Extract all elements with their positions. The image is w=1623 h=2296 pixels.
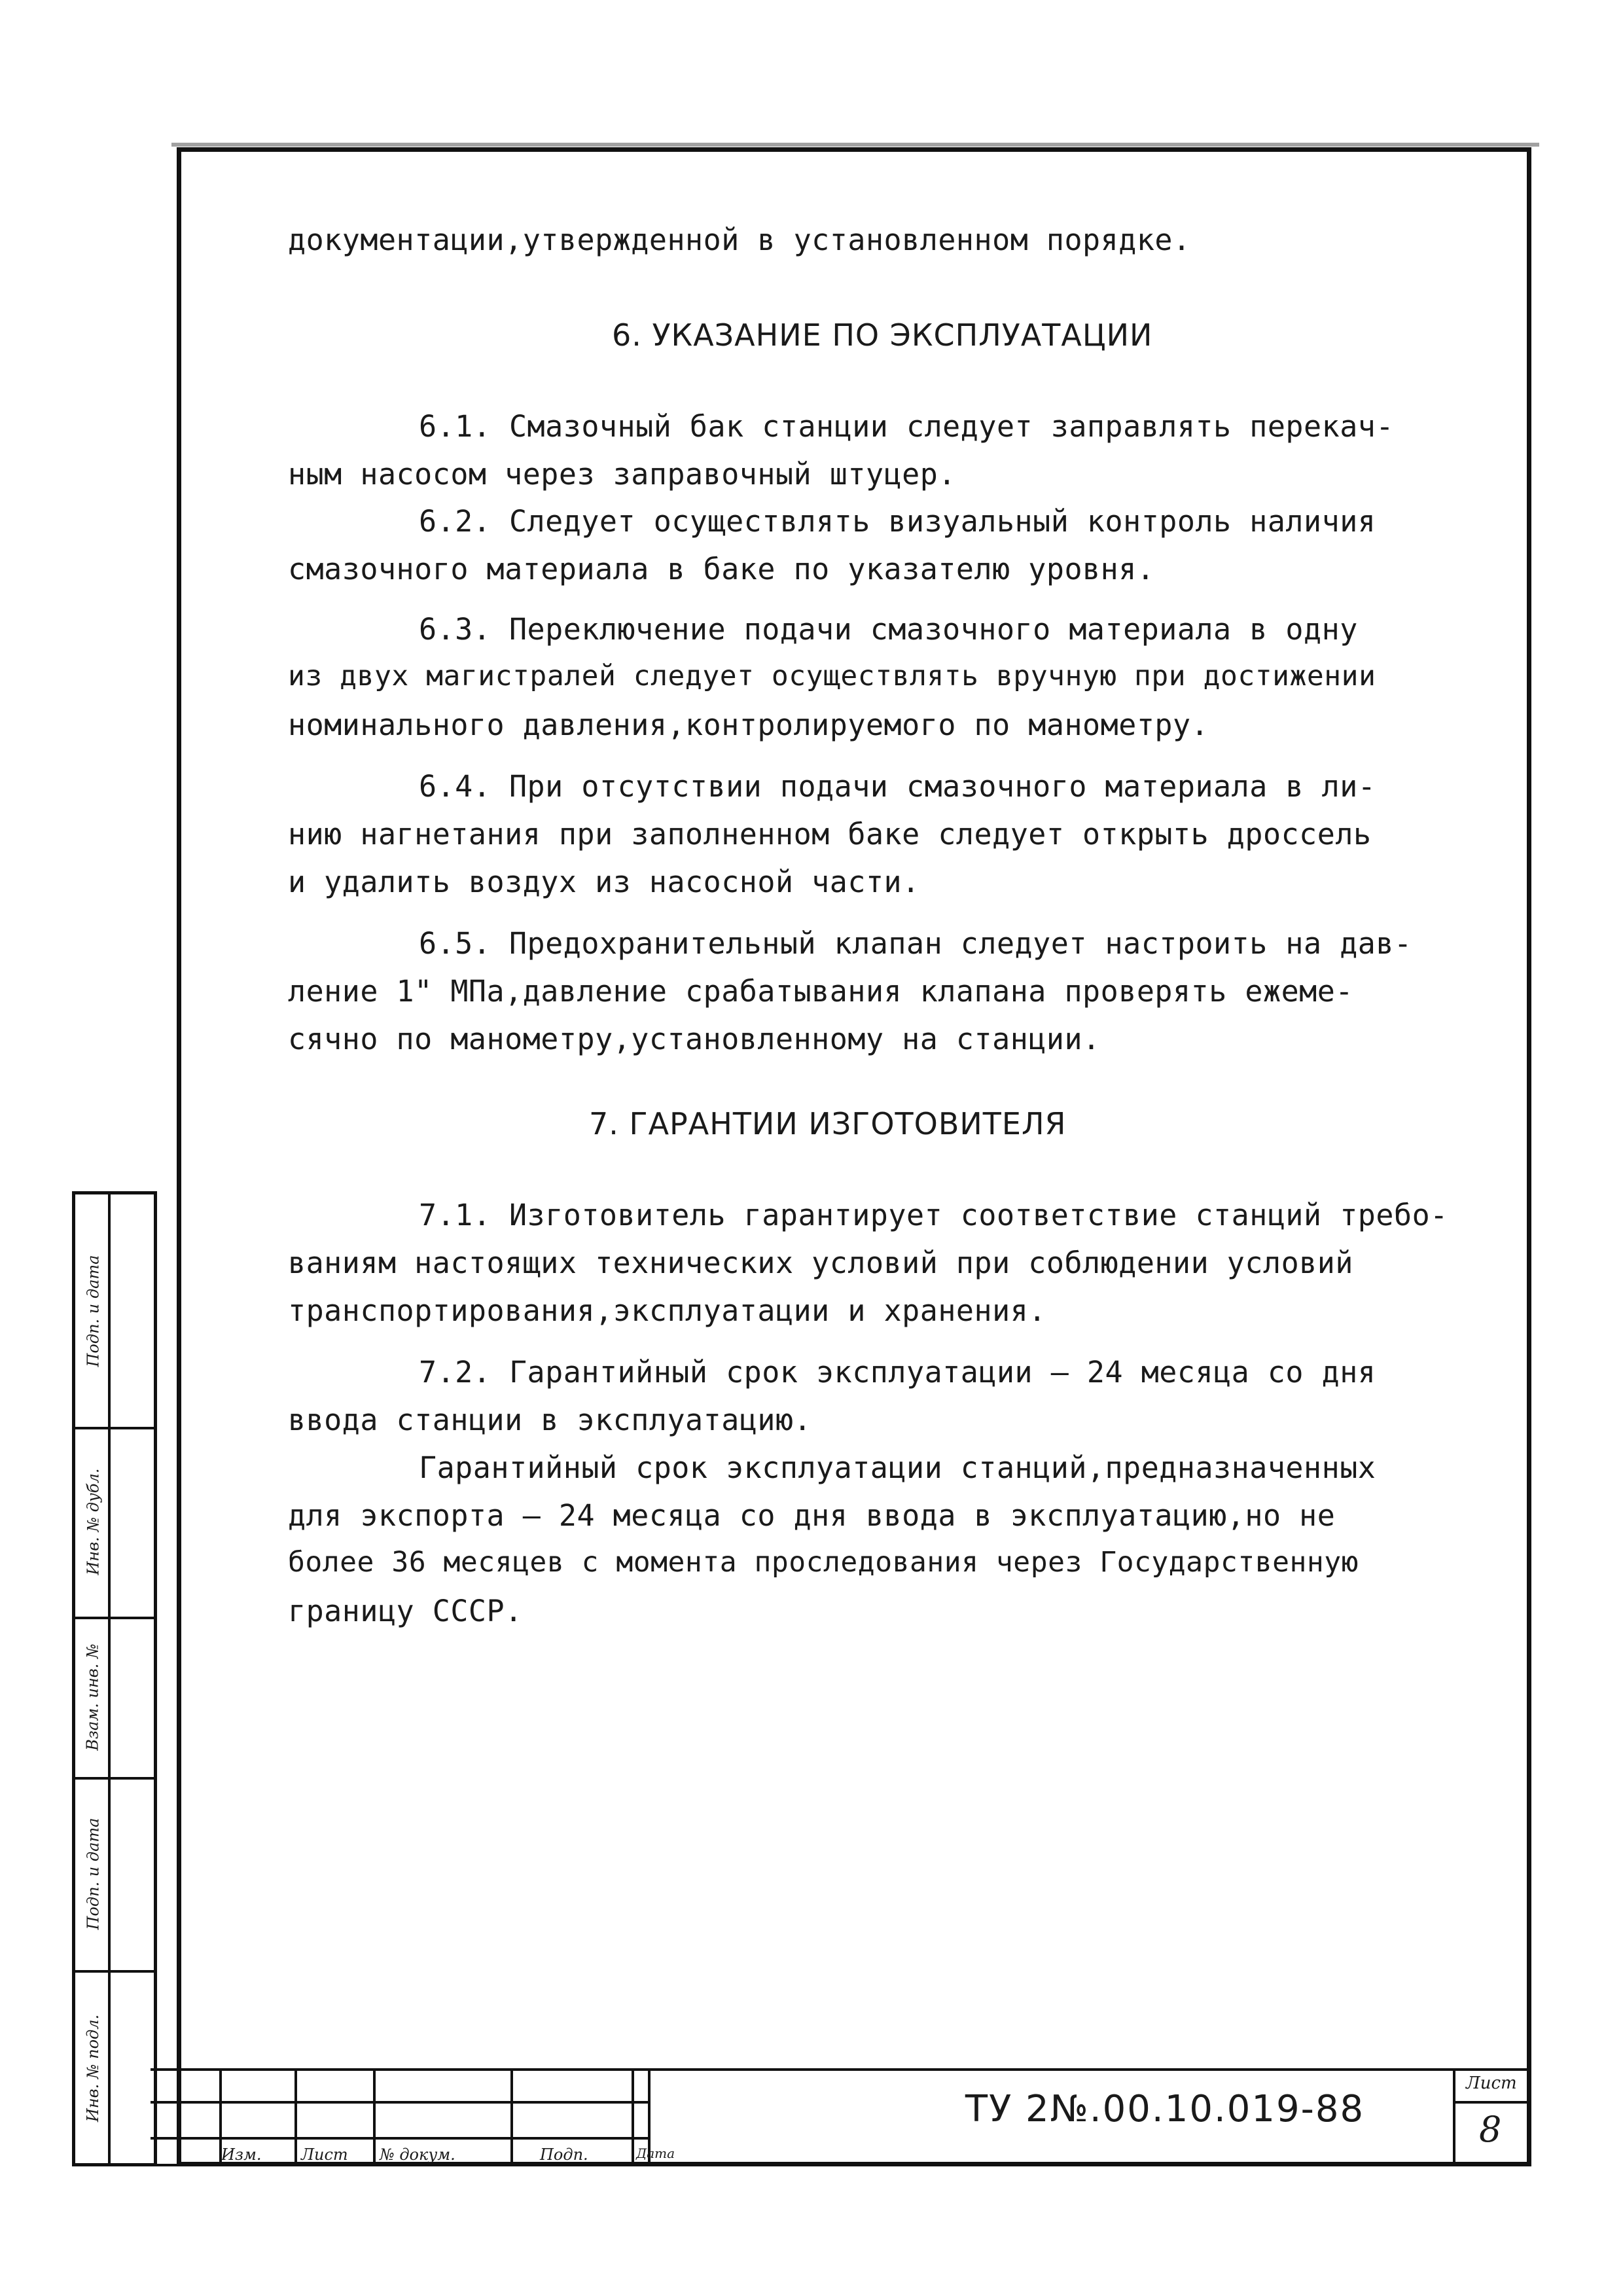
frame-top-edge (171, 143, 1539, 147)
body-line: сячно по манометру,установленному на станции. (288, 1022, 1101, 1056)
body-line: для экспорта – 24 месяца со дня ввода в эксплуатацию,но не (288, 1498, 1336, 1533)
side-stamp-divider (108, 1194, 111, 2163)
body-line: границу СССР. (288, 1594, 523, 1628)
header-date: Дата (636, 2145, 675, 2161)
body-line: документации,утвержденной в установленном порядке. (288, 223, 1191, 257)
body-line: номинального давления,контролируемого по манометру. (288, 708, 1209, 742)
body-line: 6.1. Смазочный бак станции следует заправлять перекач- (419, 409, 1394, 444)
title-block-rule (294, 2068, 297, 2166)
header-sheet: Лист (301, 2145, 348, 2164)
body-line: из двух магистралей следует осуществлять вручную при достижении (288, 660, 1376, 692)
body-line: нию нагнетания при заполненном баке следует открыть дроссель (288, 817, 1372, 852)
sheet-number: 8 (1479, 2109, 1502, 2150)
title-block-rule (151, 2101, 648, 2104)
title-block-rule (151, 2164, 1531, 2166)
title-block-rule (151, 2068, 1531, 2071)
body-line: ление 1" МПа,давление срабатывания клапана проверять ежеме- (288, 974, 1353, 1009)
side-label-signature-date: Подп. и дата (84, 1818, 103, 1929)
body-line: ваниям настоящих технических условий при соблюдении условий (288, 1246, 1353, 1280)
body-line: 6.4. При отсутствии подачи смазочного материала в ли- (419, 769, 1376, 804)
side-stamp (72, 1191, 157, 2166)
body-line: 6.3. Переключение подачи смазочного материала в одну (419, 612, 1358, 647)
body-line: и удалить воздух из насосной части. (288, 865, 920, 899)
body-line: транспортирования,эксплуатации и хранения. (288, 1293, 1046, 1328)
body-line: смазочного материала в баке по указателю уровня. (288, 552, 1155, 586)
side-label-signature-date: Подп. и дата (84, 1255, 103, 1367)
sheet-label: Лист (1466, 2073, 1517, 2093)
side-label-original-inventory: Инв. № подл. (84, 2014, 102, 2123)
page-frame (177, 147, 1531, 2166)
body-line: 7.2. Гарантийный срок эксплуатации – 24 месяца со дня (419, 1355, 1376, 1390)
title-block-rule (373, 2068, 376, 2166)
body-line: 6.5. Предохранительный клапан следует настроить на дав- (419, 926, 1412, 961)
body-line: более 36 месяцев с момента проследования через Государственную (288, 1546, 1359, 1579)
header-doc-number: № докум. (380, 2145, 455, 2164)
title-block-rule (151, 2137, 648, 2140)
body-line: 6.2. Следует осуществлять визуальный контроль наличия (419, 504, 1376, 539)
side-label-dup-inventory: Инв. № дубл. (84, 1468, 102, 1575)
body-line: 7.1. Изготовитель гарантирует соответствие станций требо- (419, 1198, 1448, 1232)
header-change: Изм. (221, 2145, 262, 2164)
document-code: ТУ 2№.00.10.019-88 (965, 2088, 1365, 2130)
body-line: ввода станции в эксплуатацию. (288, 1403, 812, 1437)
section-7-heading: 7. ГАРАНТИИ ИЗГОТОВИТЕЛЯ (589, 1106, 1067, 1141)
title-block-rule (510, 2068, 513, 2166)
title-block-rule (632, 2068, 634, 2166)
section-6-heading: 6. УКАЗАНИЕ ПО ЭКСПЛУАТАЦИИ (612, 317, 1153, 353)
body-line: Гарантийный срок эксплуатации станций,предназначенных (419, 1450, 1376, 1485)
title-block (151, 2068, 1531, 2166)
side-label-replacement-inventory: Взам. инв. № (84, 1643, 102, 1751)
body-line: ным насосом через заправочный штуцер. (288, 457, 956, 492)
header-signature: Подп. (540, 2145, 588, 2164)
